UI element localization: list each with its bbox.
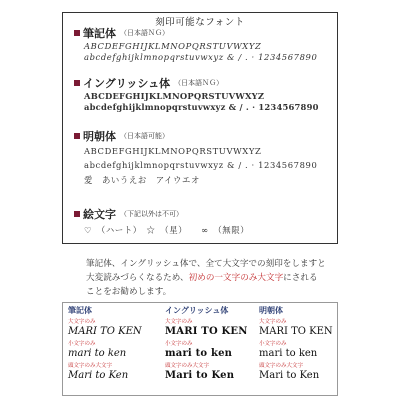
section-note: （日本語ＮＧ） xyxy=(174,79,224,87)
row-sample: mari to ken xyxy=(68,348,127,359)
section-english xyxy=(74,75,319,113)
section-title: イングリッシュ体 xyxy=(83,77,171,90)
section-script xyxy=(74,25,317,63)
sample-line: abcdefghijklmnopqrstuvwxyz & / . · 1234567890 xyxy=(84,102,319,112)
row-sample: MARI TO KEN xyxy=(259,326,333,337)
row-sample: Mari to Ken xyxy=(68,370,129,381)
row-sample: MARI TO KEN xyxy=(165,326,248,337)
section-note: （日本語ＮＧ） xyxy=(120,29,169,37)
section-title: 絵文字 xyxy=(83,208,116,221)
column-heading: イングリッシュ体 xyxy=(165,305,229,315)
row-sample: Mari to Ken xyxy=(259,370,320,381)
section-title: 明朝体 xyxy=(83,130,116,143)
paragraph-highlight: 初めの一文字のみ大文字 xyxy=(188,273,284,283)
paragraph-text: にされることをお勧めします。 xyxy=(86,273,318,297)
column-heading: 明朝体 xyxy=(259,305,283,315)
row-label: 小文字のみ xyxy=(165,341,193,347)
section-emoji xyxy=(74,206,249,238)
section-heading xyxy=(74,75,319,91)
bullet-square xyxy=(74,30,80,36)
bullet-square xyxy=(74,80,80,86)
section-mincho xyxy=(74,128,317,188)
row-sample: mari to ken xyxy=(259,348,318,359)
sample-line: ABCDEFGHIJKLMNOPQRSTUVWXYZ xyxy=(84,91,265,101)
section-heading xyxy=(74,25,317,41)
sample-line: 愛 あいうえお アイウエオ xyxy=(84,175,200,185)
row-sample: mari to ken xyxy=(165,348,233,359)
table-column-mincho xyxy=(259,305,335,382)
row-label: 小文字のみ xyxy=(68,341,96,347)
sample-line: abcdefghijklmnopqrstuvwxyz & / . · 1234567890 xyxy=(84,52,318,62)
row-label: 小文字のみ xyxy=(259,341,287,347)
comparison-table xyxy=(62,302,338,396)
bullet-square xyxy=(74,133,80,139)
row-label: 大文字のみ xyxy=(165,319,193,325)
row-label: 大文字のみ xyxy=(68,319,96,325)
column-heading: 筆記体 xyxy=(68,305,92,315)
row-label: 頭文字のみ大文字 xyxy=(259,363,304,369)
sample-line: ABCDEFGHIJKLMNOPQRSTUVWXYZ xyxy=(84,41,262,51)
row-sample: MARI TO KEN xyxy=(68,326,142,337)
table-column-english xyxy=(165,305,257,382)
section-heading xyxy=(74,128,317,144)
section-title: 筆記体 xyxy=(83,27,116,40)
sample-line: ♡ （ハート） ☆ （星） ∞ （無限） xyxy=(84,225,250,235)
table-column-script xyxy=(68,305,160,382)
section-note: （日本語可能） xyxy=(120,132,169,140)
row-label: 大文字のみ xyxy=(259,319,287,325)
recommendation-paragraph xyxy=(86,257,326,299)
sample-line: ABCDEFGHIJKLMNOPQRSTUVWXYZ xyxy=(84,146,262,156)
sample-line: abcdefghijklmnopqrstuvwxyz & / . · 1234567890 xyxy=(84,160,318,170)
section-heading xyxy=(74,206,249,222)
bullet-square xyxy=(74,211,80,217)
frame-title-text: 刻印可能なフォント xyxy=(149,17,251,28)
row-label: 頭文字のみ大文字 xyxy=(165,363,210,369)
section-note: （下記以外は不可） xyxy=(120,210,183,218)
row-sample: Mari to Ken xyxy=(165,370,235,381)
paragraph-text: 筆記体、イングリッシュ体で、全て大文字での刻印をしますと大変読みづらくなるため、 xyxy=(86,259,326,283)
row-label: 頭文字のみ大文字 xyxy=(68,363,113,369)
